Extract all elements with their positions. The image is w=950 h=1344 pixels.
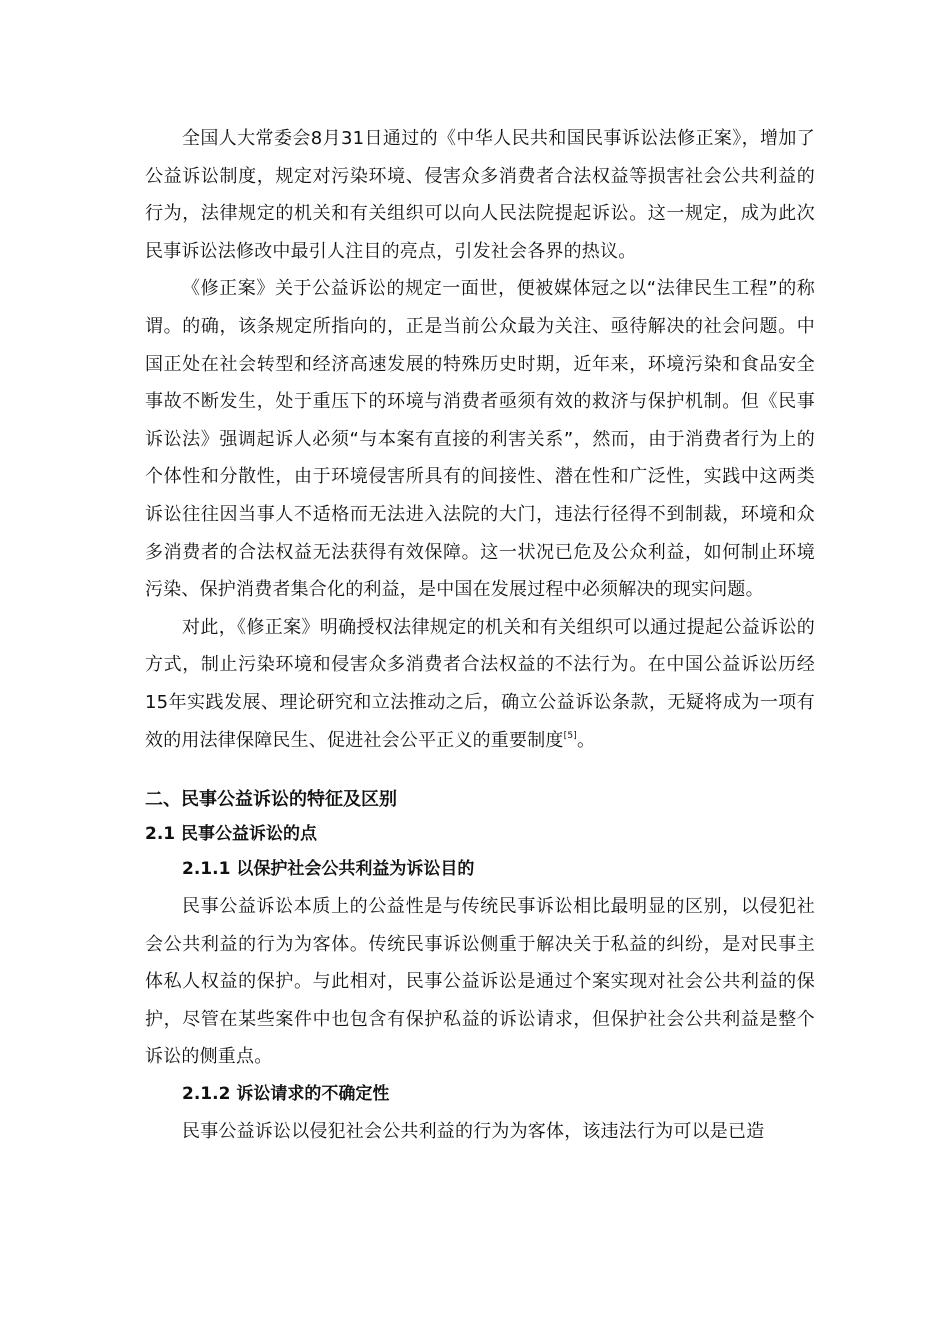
paragraph-claim-uncertainty: 民事公益诉讼以侵犯社会公共利益的行为为客体，该违法行为可以是已造	[182, 1121, 765, 1143]
paragraph-authorization-text: 对此，《修正案》明确授权法律规定的机关和有关组织可以通过提起公益诉讼的方式，制止污染环境和侵害众多消费者合法权益的不法行为。在中国公益诉讼历经15年实践发展、理论研究和立法推动之后，确立公益诉讼条款，无疑将成为一项有效的用法律保障民生、促进社会公平正义的重要制度	[145, 616, 815, 751]
paragraph-livelihood-project: 《修正案》关于公益诉讼的规定一面世，便被媒体冠之以“法律民生工程”的称谓。的确，该条规定所指向的，正是当前公众最为关注、亟待解决的社会问题。中国正处在社会转型和经济高速发展的特殊历史时期，近年来，环境污染和食品安全事故不断发生，处于重压下的环境与消费者亟须有效的救济与保护机制。但《民事诉讼法》强调起诉人必须“与本案有直接的利害关系”，然而，由于消费者行为上的个体性和分散性，由于环境侵害所具有的间接性、潜在性和广泛性，实践中这两类诉讼往往因当事人不适格而无法进入法院的大门，违法行径得不到制裁，环境和众多消费者的合法权益无法获得有效保障。这一状况已危及公众利益，如何制止环境污染、保护消费者集合化的利益，是中国在发展过程中必须解决的现实问题。	[145, 278, 815, 601]
subsubsection-heading-1: 2.1.1 以保护社会公共利益为诉讼目的	[182, 859, 475, 880]
subsubsection-heading-2: 2.1.2 诉讼请求的不确定性	[182, 1084, 390, 1105]
paragraph-public-interest-purpose: 民事公益诉讼本质上的公益性是与传统民事诉讼相比最明显的区别，以侵犯社会公共利益的行为为客体。传统民事诉讼侧重于解决关于私益的纠纷，是对民事主体私人权益的保护。与此相对，民事公益诉讼是通过个案实现对社会公共利益的保护，尽管在某些案件中也包含有保护私益的诉讼请求，但保护社会公共利益是整个诉讼的侧重点。	[145, 896, 815, 1068]
paragraph-authorization-end: 。	[576, 729, 596, 751]
subsection-heading: 2.1 民事公益诉讼的点	[145, 824, 318, 845]
paragraph-npc-amendment: 全国人大常委会8月31日通过的《中华人民共和国民事诉讼法修正案》，增加了公益诉讼制度，规定对污染环境、侵害众多消费者合法权益等损害社会公共利益的行为，法律规定的机关和有关组织可以向人民法院提起诉讼。这一规定，成为此次民事诉讼法修改中最引人注目的亮点，引发社会各界的热议。	[145, 128, 815, 262]
document-body	[145, 120, 815, 1151]
section-heading: 二、民事公益诉讼的特征及区别	[145, 789, 397, 811]
citation-reference[interactable]: [5]	[563, 730, 577, 741]
paragraph-authorization	[145, 609, 815, 759]
